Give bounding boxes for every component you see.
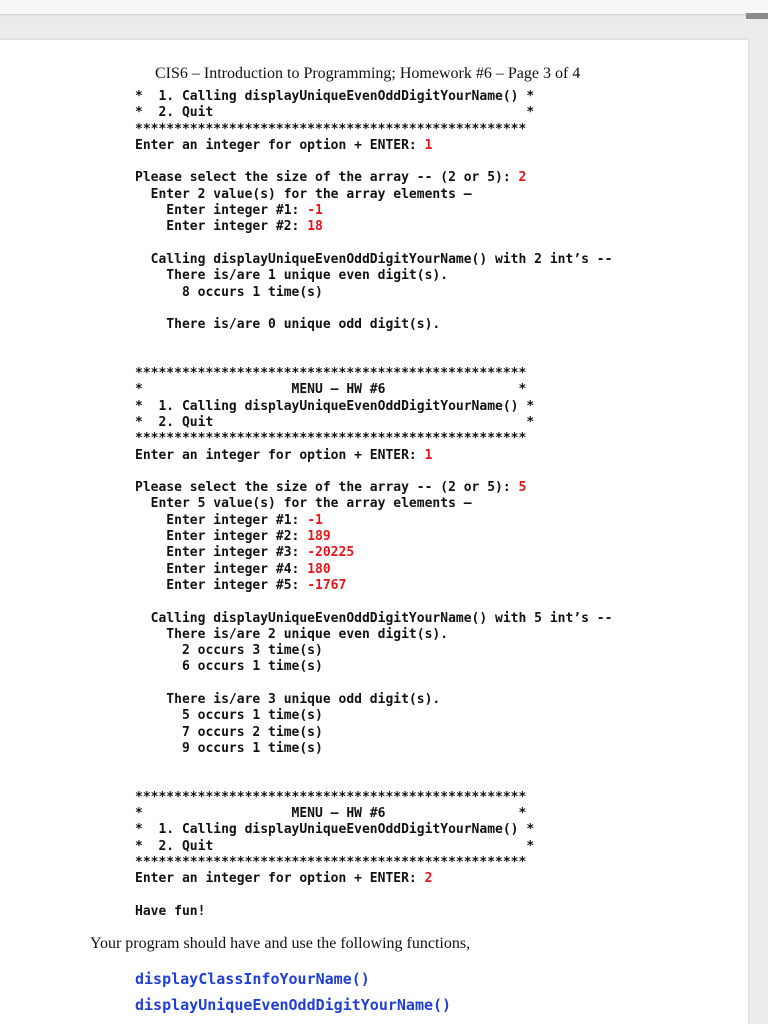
console-line — [135, 154, 612, 170]
console-text: There is/are 0 unique odd digit(s). — [135, 317, 441, 333]
console-line — [135, 203, 612, 219]
console-line — [135, 659, 612, 675]
console-line — [135, 399, 612, 415]
page-header: CIS6 – Introduction to Programming; Homework #6 – Page 3 of 4 — [155, 65, 581, 82]
console-line — [135, 888, 612, 904]
console-line — [135, 562, 612, 578]
console-line — [135, 871, 612, 887]
console-line — [135, 448, 612, 464]
functions-intro: Your program should have and use the following functions, — [90, 935, 471, 952]
console-text: * 1. Calling displayUniqueEvenOddDigitYourName() * — [135, 822, 535, 838]
console-text: 7 occurs 2 time(s) — [135, 724, 323, 740]
console-line — [135, 415, 612, 431]
console-line — [135, 105, 612, 121]
user-input-value: 189 — [307, 529, 331, 545]
console-text: * 2. Quit * — [135, 414, 535, 430]
console-line — [135, 89, 612, 105]
console-text: Calling displayUniqueEvenOddDigitYourName() with 5 int’s -- — [135, 610, 613, 626]
console-text: * 1. Calling displayUniqueEvenOddDigitYourName() * — [135, 89, 535, 104]
console-line — [135, 317, 612, 333]
console-line — [135, 431, 612, 447]
console-line — [135, 822, 612, 838]
console-line — [135, 806, 612, 822]
console-line — [135, 627, 612, 643]
console-line — [135, 643, 612, 659]
console-line — [135, 268, 612, 284]
console-line — [135, 382, 612, 398]
console-line — [135, 301, 612, 317]
console-line — [135, 741, 612, 757]
console-text: Calling displayUniqueEvenOddDigitYourName() with 2 int’s -- — [135, 251, 613, 267]
console-text: Enter integer #4: — [135, 561, 308, 577]
console-line — [135, 252, 612, 268]
console-line — [135, 333, 612, 349]
console-line — [135, 692, 612, 708]
console-text: Enter integer #1: — [135, 203, 308, 219]
console-text: Enter an integer for option + ENTER: — [135, 447, 425, 463]
document-page — [0, 40, 748, 1024]
user-input-value: 180 — [307, 561, 331, 577]
console-text: There is/are 3 unique odd digit(s). — [135, 691, 441, 707]
user-input-value: 5 — [518, 480, 527, 496]
console-text: 8 occurs 1 time(s) — [135, 284, 323, 300]
console-line — [135, 350, 612, 366]
console-text: Enter an integer for option + ENTER: — [135, 871, 425, 887]
console-text: ************************************************** — [135, 789, 527, 805]
console-text: ************************************************** — [135, 366, 527, 382]
user-input-value: 1 — [424, 137, 433, 153]
console-text: Have fun! — [135, 903, 206, 919]
user-input-value: -1767 — [307, 577, 347, 593]
console-line — [135, 513, 612, 529]
console-line — [135, 496, 612, 512]
console-line — [135, 855, 612, 871]
console-text: Enter integer #2: — [135, 529, 308, 545]
console-line — [135, 366, 612, 382]
console-text: There is/are 2 unique even digit(s). — [135, 626, 449, 642]
console-text: Please select the size of the array -- (2 or 5): — [135, 170, 519, 186]
function-name-unique-even-odd: displayUniqueEvenOddDigitYourName() — [135, 996, 452, 1014]
console-text: ************************************************** — [135, 854, 527, 870]
user-input-value: -1 — [307, 203, 323, 219]
console-line — [135, 219, 612, 235]
console-text: 6 occurs 1 time(s) — [135, 659, 323, 675]
console-text: * MENU – HW #6 * — [135, 806, 527, 822]
user-input-value: 1 — [424, 447, 433, 463]
console-text: 5 occurs 1 time(s) — [135, 708, 323, 724]
scrollbar-thumb[interactable] — [746, 13, 768, 19]
console-text: Enter integer #2: — [135, 219, 308, 235]
user-input-value: 18 — [307, 219, 323, 235]
console-text: 9 occurs 1 time(s) — [135, 740, 323, 756]
console-line — [135, 138, 612, 154]
console-line — [135, 594, 612, 610]
console-line — [135, 545, 612, 561]
console-line — [135, 676, 612, 692]
console-text: * 2. Quit * — [135, 838, 535, 854]
user-input-value: -20225 — [307, 545, 355, 561]
console-text: Enter integer #1: — [135, 512, 308, 528]
console-line — [135, 170, 612, 186]
console-text: * 1. Calling displayUniqueEvenOddDigitYourName() * — [135, 398, 535, 414]
console-text: There is/are 1 unique even digit(s). — [135, 268, 449, 284]
console-text: ************************************************** — [135, 121, 527, 137]
console-text: Enter 5 value(s) for the array elements – — [135, 496, 472, 512]
console-line — [135, 529, 612, 545]
console-text: Enter an integer for option + ENTER: — [135, 137, 425, 153]
console-output — [135, 89, 612, 920]
console-line — [135, 187, 612, 203]
function-name-class-info: displayClassInfoYourName() — [135, 970, 370, 988]
console-line — [135, 839, 612, 855]
console-line — [135, 480, 612, 496]
console-line — [135, 464, 612, 480]
user-input-value: 2 — [518, 170, 527, 186]
console-text: Enter integer #5: — [135, 577, 308, 593]
viewer-toolbar — [0, 0, 768, 15]
console-line — [135, 578, 612, 594]
console-text: 2 occurs 3 time(s) — [135, 643, 323, 659]
console-line — [135, 773, 612, 789]
console-line — [135, 708, 612, 724]
console-line — [135, 757, 612, 773]
console-line — [135, 904, 612, 920]
console-line — [135, 122, 612, 138]
console-text: Please select the size of the array -- (2 or 5): — [135, 480, 519, 496]
user-input-value: 2 — [424, 871, 433, 887]
console-line — [135, 285, 612, 301]
console-line — [135, 236, 612, 252]
console-text: * MENU – HW #6 * — [135, 382, 527, 398]
console-text: Enter 2 value(s) for the array elements – — [135, 186, 472, 202]
console-text: * 2. Quit * — [135, 105, 535, 121]
console-line — [135, 611, 612, 627]
console-line — [135, 790, 612, 806]
console-text: Enter integer #3: — [135, 545, 308, 561]
console-text: ************************************************** — [135, 431, 527, 447]
console-line — [135, 725, 612, 741]
user-input-value: -1 — [307, 512, 323, 528]
